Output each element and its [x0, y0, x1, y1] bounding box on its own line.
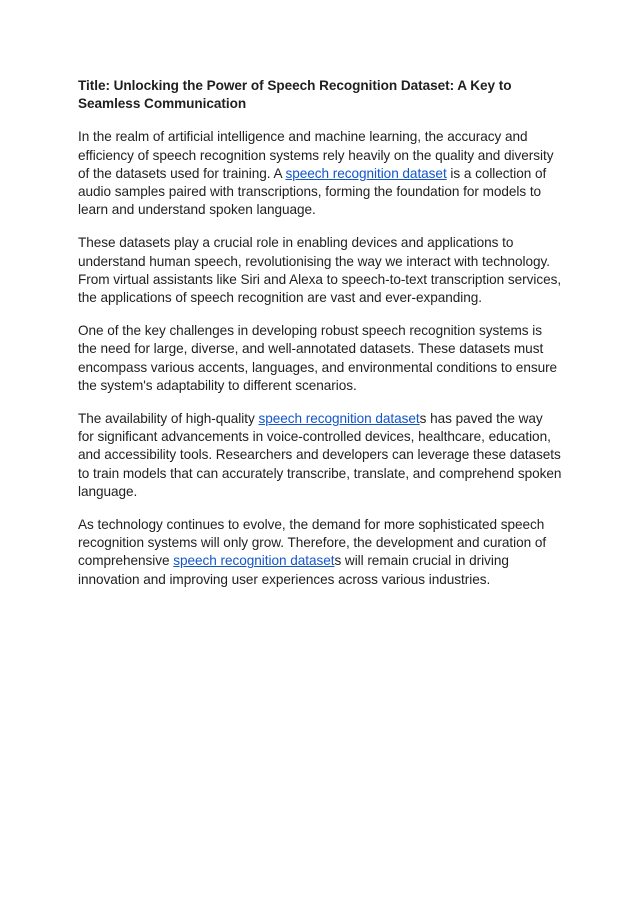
- paragraph-availability: [78, 410, 562, 501]
- document-title: Title: Unlocking the Power of Speech Recognition Dataset: A Key to Seamless Communication: [78, 78, 512, 112]
- paragraph-role: These datasets play a crucial role in enabling devices and applications to understand human speech, revolutionising the way we interact with technology. From virtual assistants like Siri and Alexa to speech-to-text transcription services, the applications of speech recognition are vast and ever-expanding.: [78, 235, 562, 306]
- speech-recognition-dataset-link[interactable]: speech recognition dataset: [258, 411, 420, 427]
- paragraph-text: The availability of high-quality: [78, 411, 259, 427]
- document-body: [78, 77, 562, 604]
- paragraph-intro: [78, 128, 562, 219]
- paragraph-conclusion: [78, 516, 562, 589]
- paragraph-text: As technology continues to evolve, the demand for more sophisticated speech recognition systems will only grow. Therefore, the development and curation of comprehensive: [78, 517, 547, 569]
- paragraph-text: s has paved the way for significant advancements in voice-controlled devices, healthcare, education, and accessibility tools. Researchers and developers can leverage these datasets to train models that can accurately transcribe, translate, and comprehend spoken language.: [78, 411, 562, 499]
- speech-recognition-dataset-link[interactable]: speech recognition dataset: [173, 553, 335, 569]
- paragraph-text: In the realm of artificial intelligence and machine learning, the accuracy and efficiency of speech recognition systems rely heavily on the quality and diversity of the datasets used for training. A: [78, 129, 554, 181]
- paragraph-challenges: One of the key challenges in developing robust speech recognition systems is the need for large, diverse, and well-annotated datasets. These datasets must encompass various accents, languages, and environmental conditions to ensure the system's adaptability to different scenarios.: [78, 323, 558, 393]
- speech-recognition-dataset-link[interactable]: speech recognition dataset: [285, 165, 447, 181]
- paragraph-text: is a collection of audio samples paired with transcriptions, forming the foundation for models to learn and understand spoken language.: [78, 165, 547, 218]
- paragraph-text: s will remain crucial in driving innovation and improving user experiences across various industries.: [78, 553, 509, 587]
